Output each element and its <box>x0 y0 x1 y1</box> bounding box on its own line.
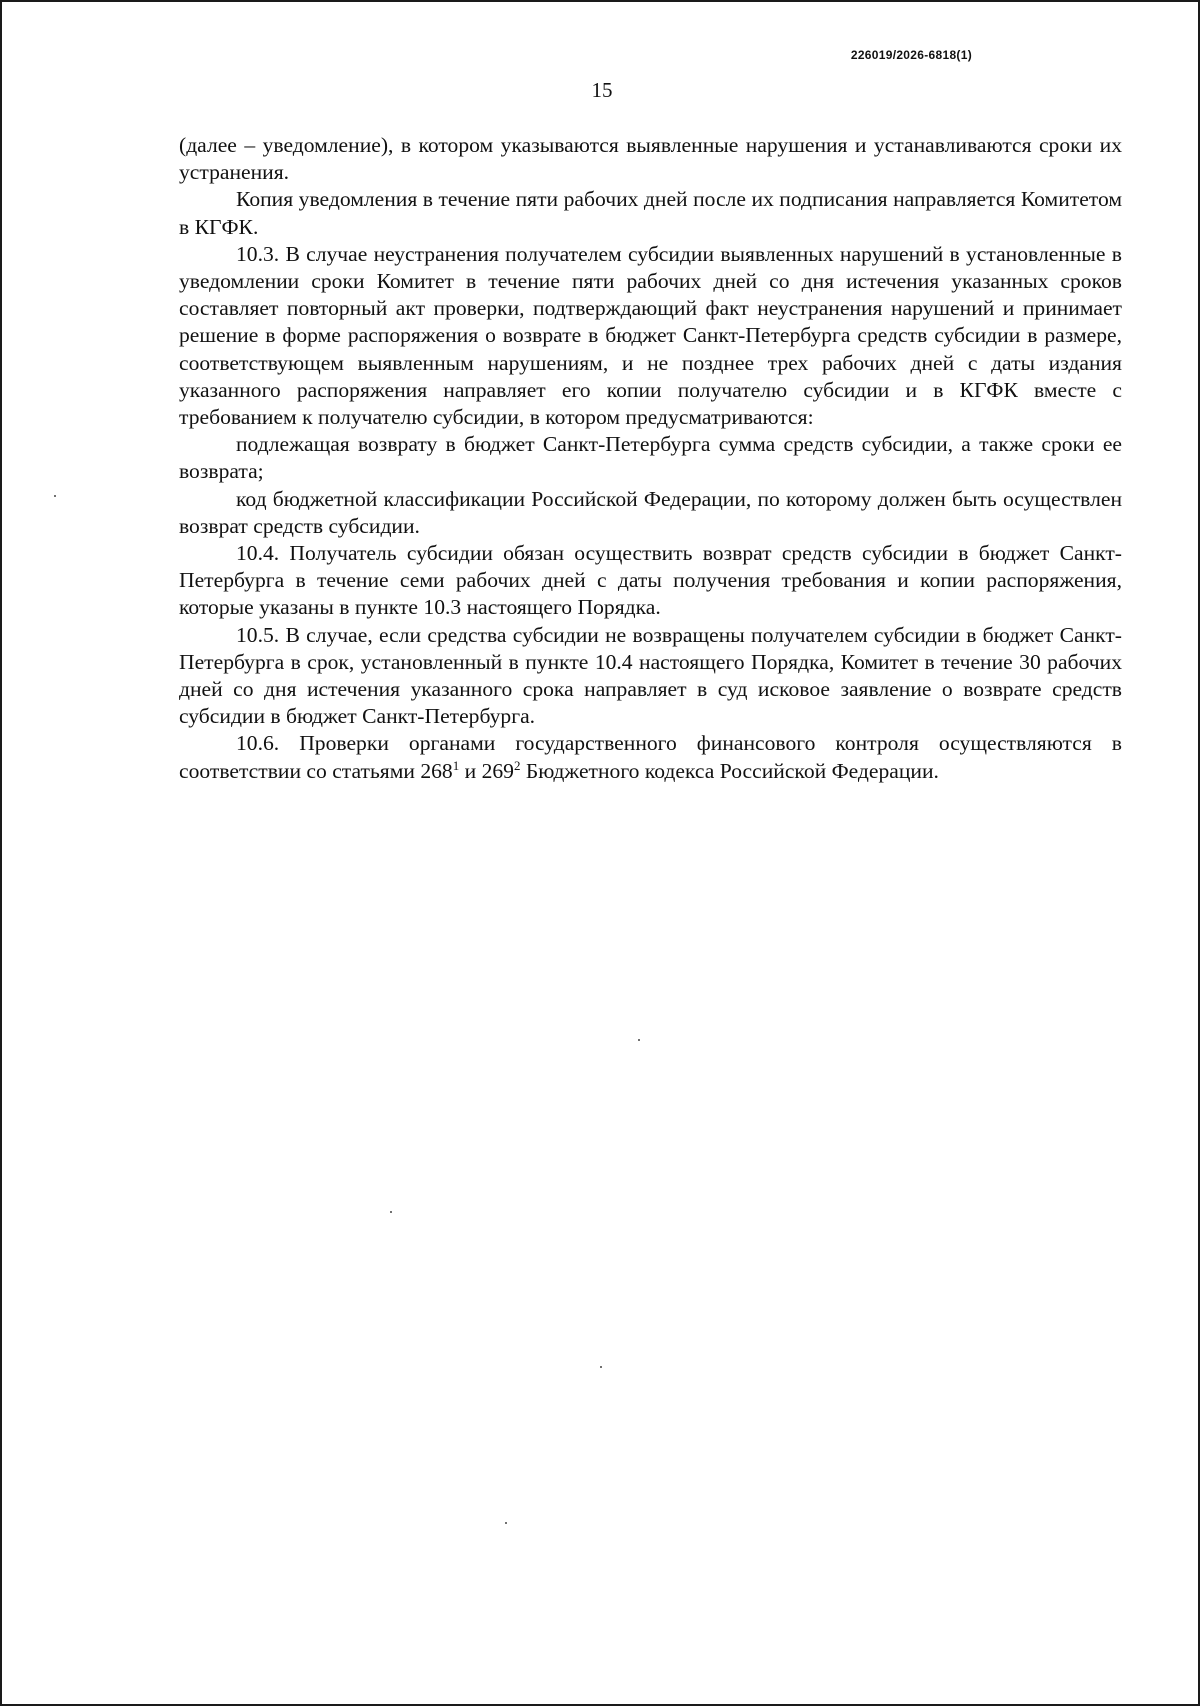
scan-top-border <box>2 0 1200 2</box>
document-body <box>179 132 1122 785</box>
paragraph-refund-amount: подлежащая возврату в бюджет Санкт-Петербурга сумма средств субсидии, а также сроки ее возврата; <box>179 432 1122 484</box>
scan-speck <box>54 495 56 497</box>
paragraph-10-6-part1: 10.6. Проверки органами государственного финансового контроля осуществляются в соответствии со статьями 268 <box>179 731 1122 783</box>
paragraph-10-6-part3: Бюджетного кодекса Российской Федерации. <box>520 758 939 783</box>
paragraph-10-4: 10.4. Получатель субсидии обязан осуществить возврат средств субсидии в бюджет Санкт-Петербурга в течение семи рабочих дней с даты получения требования и копии распоряжения, которые указаны в пункте 10.3 настоящего Порядка. <box>179 541 1122 620</box>
article-269-superscript: 2 <box>513 757 521 773</box>
paragraph-10-6-part2: и 269 <box>459 758 514 783</box>
paragraph-notice-copy: Копия уведомления в течение пяти рабочих дней после их подписания направляется Комитетом в КГФК. <box>179 187 1122 239</box>
paragraph-10-6 <box>179 730 1122 784</box>
scan-speck <box>505 1522 507 1524</box>
scan-speck <box>638 1039 640 1041</box>
paragraph-budget-code: код бюджетной классификации Российской Федерации, по которому должен быть осуществлен возврат средств субсидии. <box>179 486 1122 538</box>
scan-speck <box>390 1211 392 1213</box>
scan-speck <box>600 1366 602 1368</box>
paragraph-10-3: 10.3. В случае неустранения получателем субсидии выявленных нарушений в установленные в уведомлении сроки Комитет в течение пяти рабочих дней со дня истечения указанных сроков составляет повторный акт проверки, подтверждающий факт неустранения нарушений и принимает решение в форме распоряжения о возврате в бюджет Санкт-Петербурга средств субсидии в размере, соответствующем выявленным нарушениям, и не позднее трех рабочих дней с даты издания указанного распоряжения направляет его копии получателю субсидии и в КГФК вместе с требованием к получателю субсидии, в котором предусматриваются: <box>179 241 1122 430</box>
document-id: 226019/2026-6818(1) <box>850 48 972 62</box>
paragraph-10-5: 10.5. В случае, если средства субсидии не возвращены получателем субсидии в бюджет Санкт-Петербурга в срок, установленный в пункте 10.4 настоящего Порядка, Комитет в течение 30 рабочих дней со дня истечения указанного срока направляет в суд исковое заявление о возврате средств субсидии в бюджет Санкт-Петербурга. <box>179 622 1122 729</box>
page-number: 15 <box>591 78 613 102</box>
article-268-superscript: 1 <box>452 757 460 773</box>
paragraph-continuation: (далее – уведомление), в котором указываются выявленные нарушения и устанавливаются сроки их устранения. <box>179 133 1122 185</box>
